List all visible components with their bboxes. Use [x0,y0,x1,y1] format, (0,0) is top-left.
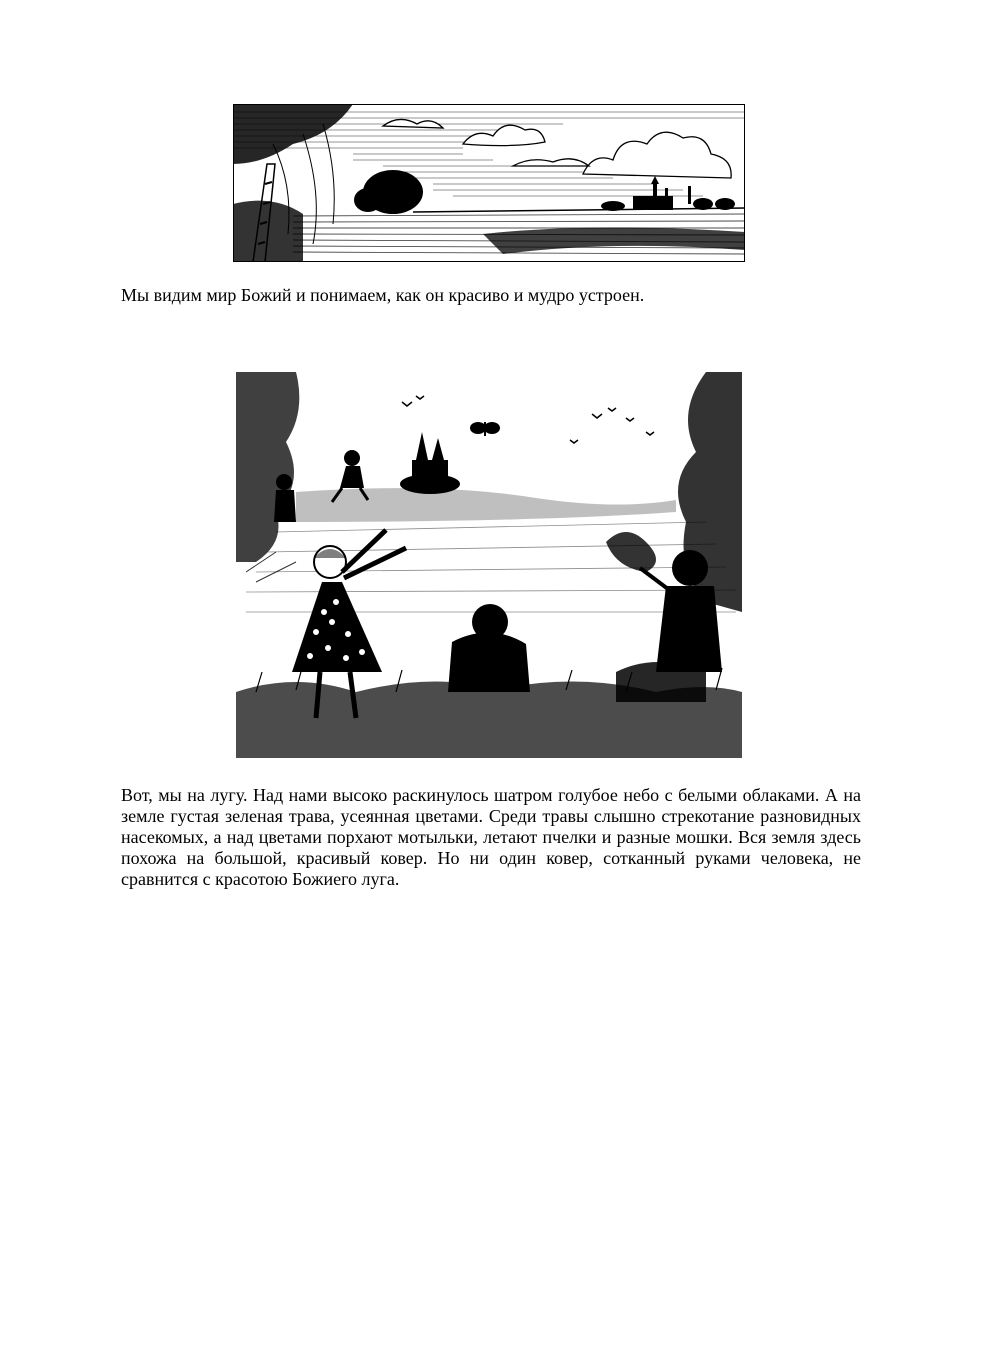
paragraph-intro: Мы видим мир Божий и понимаем, как он красиво и мудро устроен. [121,285,645,305]
landscape-illustration [233,104,745,262]
paragraph-meadow: Вот, мы на лугу. Над нами высоко раскинулось шатром голубое небо с белыми облаками. А на земле густая зеленая трава, усеянная цветами. Среди травы слышно стрекотание разновидных насекомых, а над цветами порхают мотыльки, летают пчелки и разные мошки. Вся земля здесь похожа на большой, красивый ковер. Но ни один ковер, сотканный руками человека, не сравнится с красотою Божиего луга. [121,785,861,889]
meadow-children-illustration [236,372,742,758]
